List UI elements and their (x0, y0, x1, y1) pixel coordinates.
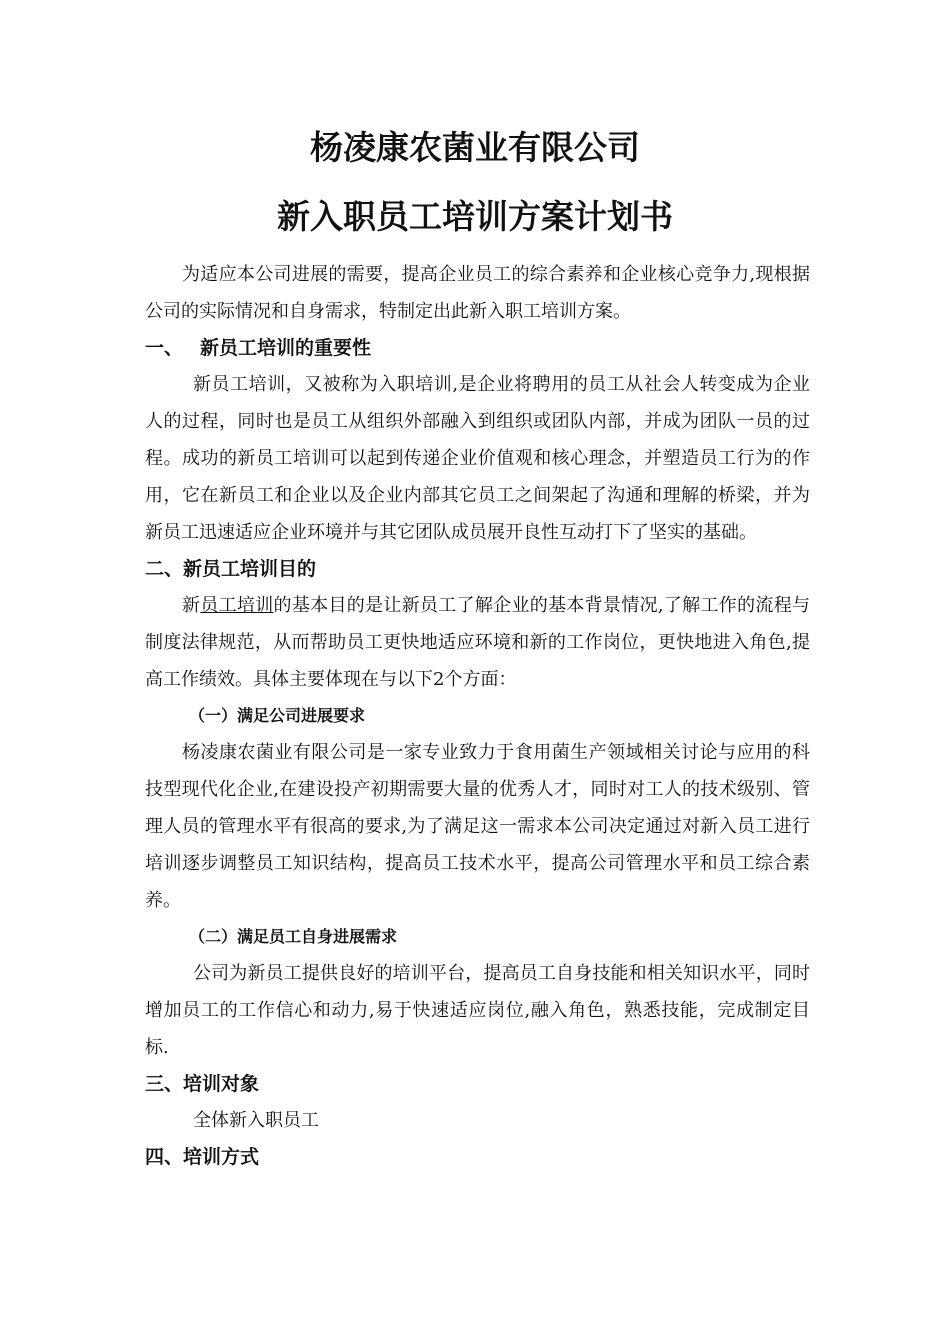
subsection-1-heading: （一）满足公司进展要求 (189, 706, 366, 725)
subsection-2-paragraph: 公司为新员工提供良好的培训平台，提高员工自身技能和相关知识水平，同时增加员工的工作信心和动力,易于快速适应岗位,融入角色，熟悉技能，完成制定目标. (145, 963, 810, 1058)
section-1-paragraph: 新员工培训，又被称为入职培训,是企业将聘用的员工从社会人转变成为企业人的过程，同时也是员工从组织外部融入到组织或团队内部，并成为团队一员的过程。成功的新员工培训可以起到传递企业价值观和核心理念，并塑造员工行为的作用，它在新员工和企业以及企业内部其它员工之间架起了沟通和理解的桥梁，并为新员工迅速适应企业环境并与其它团队成员展开良性互动打下了坚实的基础。 (145, 374, 810, 543)
section-2-text-rest: 的基本目的是让新员工了解企业的基本背景情况,了解工作的流程与制度法律规范，从而帮助员工更快地适应环境和新的工作岗位，更快地进入角色,提高工作绩效。具体主要体现在与以下2个方面： (145, 595, 811, 690)
employee-training-link[interactable]: 员工培训 (200, 595, 274, 616)
company-title: 杨凌康农菌业有限公司 (310, 128, 640, 167)
section-1-number: 一、 (145, 337, 184, 359)
section-2-text-start: 新 (182, 595, 201, 616)
subsection-2-heading: （二）满足员工自身进展需求 (189, 927, 398, 946)
subsection-1-paragraph: 杨凌康农菌业有限公司是一家专业致力于食用菌生产领域相关讨论与应用的科技型现代化企业,在建设投产初期需要大量的优秀人才，同时对工人的技术级别、管理人员的管理水平有很高的要求,为了满足这一需求本公司决定通过对新入员工进行培训逐步调整员工知识结构，提高员工技术水平，提高公司管理水平和员工综合素养。 (145, 742, 810, 911)
section-4-heading: 四、培训方式 (145, 1146, 260, 1168)
section-3-paragraph: 全体新入职员工 (193, 1110, 319, 1131)
section-2-heading: 二、新员工培训目的 (145, 558, 317, 580)
document-body (145, 256, 810, 1175)
document-title: 新入职员工培训方案计划书 (277, 197, 673, 236)
section-3-heading: 三、培训对象 (145, 1073, 260, 1095)
section-1-title: 新员工培训的重要性 (200, 337, 372, 359)
intro-paragraph: 为适应本公司进展的需要，提高企业员工的综合素养和企业核心竞争力,现根据公司的实际情况和自身需求，特制定出此新入职工培训方案。 (145, 264, 810, 322)
section-2-paragraph (145, 587, 810, 698)
section-1-heading (145, 330, 810, 366)
